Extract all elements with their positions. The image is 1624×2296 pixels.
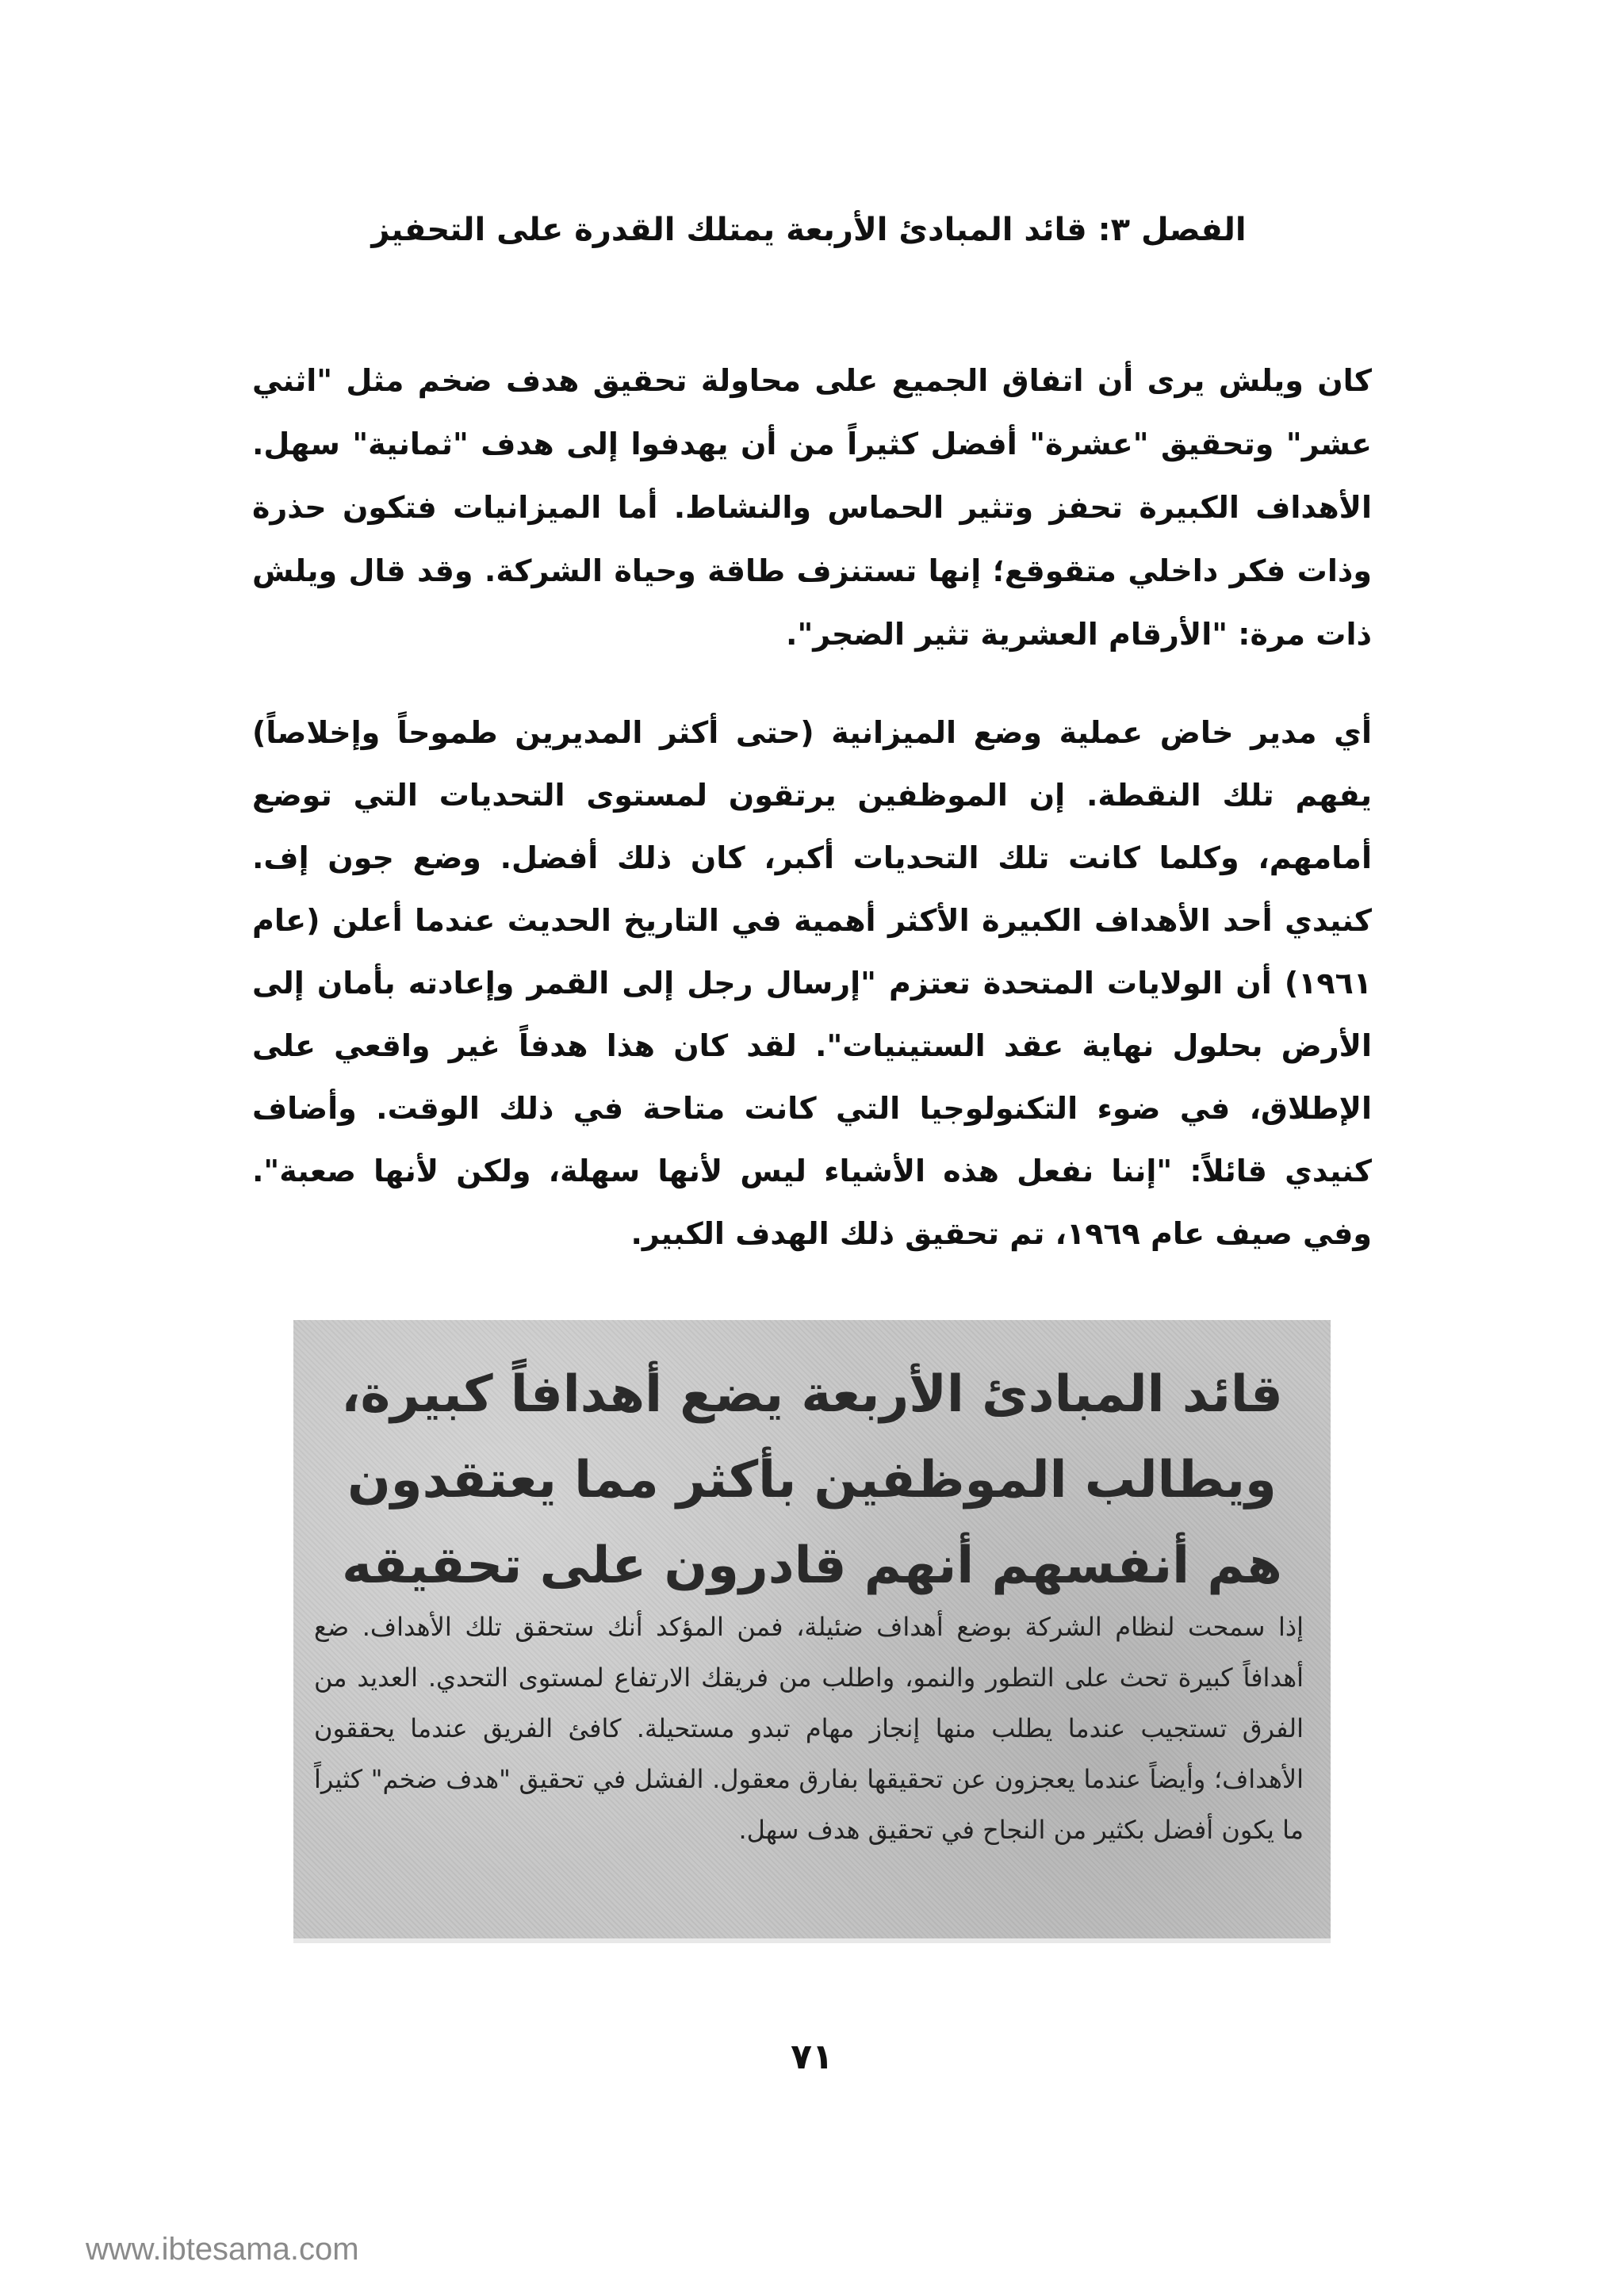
body-paragraph-1: كان ويلش يرى أن اتفاق الجميع على محاولة تحقيق هدف ضخم مثل "اثني عشر" وتحقيق "عشرة" أفضل كثيراً من أن يهدفوا إلى هدف "ثمانية" سهل. الأهداف الكبيرة تحفز وتثير الحماس والنشاط. أما الميزانيات فتكون حذرة وذات فكر داخلي متقوقع؛ إنها تستنزف طاقة وحياة الشركة. وقد قال ويلش ذات مرة: "الأرقام العشرية تثير الضجر". (252, 363, 1372, 652)
callout-box (293, 1320, 1331, 1943)
page-number: ٧١ (791, 2037, 833, 2077)
running-header-title: الفصل ٣: قائد المبادئ الأربعة يمتلك القدرة على التحفيز (371, 212, 1247, 248)
body-paragraph-2: أي مدير خاض عملية وضع الميزانية (حتى أكثر المديرين طموحاً وإخلاصاً) يفهم تلك النقطة. إن الموظفين يرتقون لمستوى التحديات التي توضع أمامهم، وكلما كانت تلك التحديات أكبر، كان ذلك أفضل. وضع جون إف. كنيدي أحد الأهداف الكبيرة الأكثر أهمية في التاريخ الحديث عندما أعلن (عام ١٩٦١) أن الولايات المتحدة تعتزم "إرسال رجل إلى القمر وإعادته بأمان إلى الأرض بحلول نهاية عقد الستينيات". لقد كان هذا هدفاً غير واقعي على الإطلاق، في ضوء التكنولوجيا التي كانت متاحة في ذلك الوقت. وأضاف كنيدي قائلاً: "إننا نفعل هذه الأشياء ليس لأنها سهلة، ولكن لأنها صعبة". وفي صيف عام ١٩٦٩، تم تحقيق ذلك الهدف الكبير. (252, 715, 1372, 1251)
watermark-url: www.ibtesama.com (86, 2232, 359, 2267)
callout-title: قائد المبادئ الأربعة يضع أهدافاً كبيرة، ويطالب الموظفين بأكثر مما يعتقدون هم أنفسهم أنهم قادرون على تحقيقه (341, 1365, 1283, 1595)
callout-text: إذا سمحت لنظام الشركة بوضع أهداف ضئيلة، فمن المؤكد أنك ستحقق تلك الأهداف. ضع أهدافاً كبيرة تحث على التطور والنمو، واطلب من فريقك الارتفاع لمستوى التحدي. العديد من الفرق تستجيب عندما يطلب منها إنجاز مهام تبدو مستحيلة. كافئ الفريق عندما يحققون الأهداف؛ وأيضاً عندما يعجزون عن تحقيقها بفارق معقول. الفشل في تحقيق "هدف ضخم" كثيراً ما يكون أفضل بكثير من النجاح في تحقيق هدف سهل. (314, 1612, 1304, 1845)
